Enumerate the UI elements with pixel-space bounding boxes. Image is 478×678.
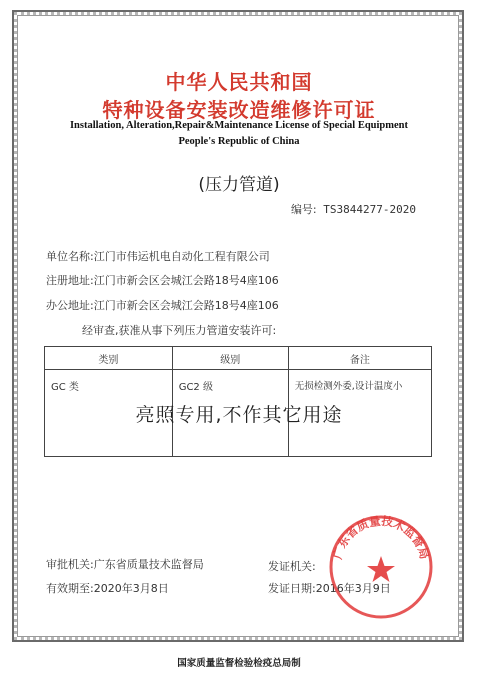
issue-date-label: 发证日期: [268,582,316,595]
issue-date-value: 2016年3月9日 [315,582,391,595]
unit-name-row [46,248,270,264]
english-title-line-1: Installation, Alteration,Repair&Maintenance License of Special Equipment [69,120,409,131]
seal-text: 广东省质量技术监督局 [330,513,432,561]
license-number-value: TS3844277-2020 [323,203,416,216]
unit-name-value: 江门市伟运机电自动化工程有限公司 [93,250,270,263]
issuing-agency-line: 国家质量监督检验检疫总局制 [177,658,301,669]
column-header-category: 类别 [45,347,173,370]
valid-until-label: 有效期至: [46,582,94,595]
table-cell-level: GC2 级 [172,370,288,457]
official-seal-icon [326,512,436,622]
approval-authority-row [46,556,204,572]
license-category: (压力管道) [198,175,280,195]
svg-text:广东省质量技术监督局 [330,514,431,561]
watermark-text: 亮照专用,不作其它用途 [135,404,343,426]
office-address-row [46,297,279,313]
approval-authority-value: 广东省质量技术监督局 [93,558,204,571]
issuing-authority-label: 发证机关: [268,560,316,573]
table-header-row [45,347,432,370]
approval-statement: 经审查,获准从事下列压力管道安装许可: [82,324,277,337]
registered-address-label: 注册地址: [46,274,94,287]
approval-authority-label: 审批机关: [46,558,94,571]
english-title-line-2: People's Republic of China [178,136,300,147]
title-line-1: 中华人民共和国 [165,70,313,94]
table-cell-category: GC 类 [45,370,173,457]
license-number [291,201,416,217]
license-number-label: 编号: [290,203,317,216]
column-header-remarks: 备注 [288,347,431,370]
title-line-2: 特种设备安装改造维修许可证 [102,98,376,122]
registered-address-row [46,272,279,288]
office-address-value: 江门市新会区会城江会路18号4座106 [93,299,279,312]
valid-until-row [46,580,169,596]
registered-address-value: 江门市新会区会城江会路18号4座106 [93,274,279,287]
table-cell-remarks: 无损检测外委,设计温度小 [288,370,431,457]
column-header-level: 级别 [172,347,288,370]
valid-until-value: 2020年3月8日 [93,582,169,595]
unit-name-label: 单位名称: [46,250,94,263]
office-address-label: 办公地址: [46,299,94,312]
